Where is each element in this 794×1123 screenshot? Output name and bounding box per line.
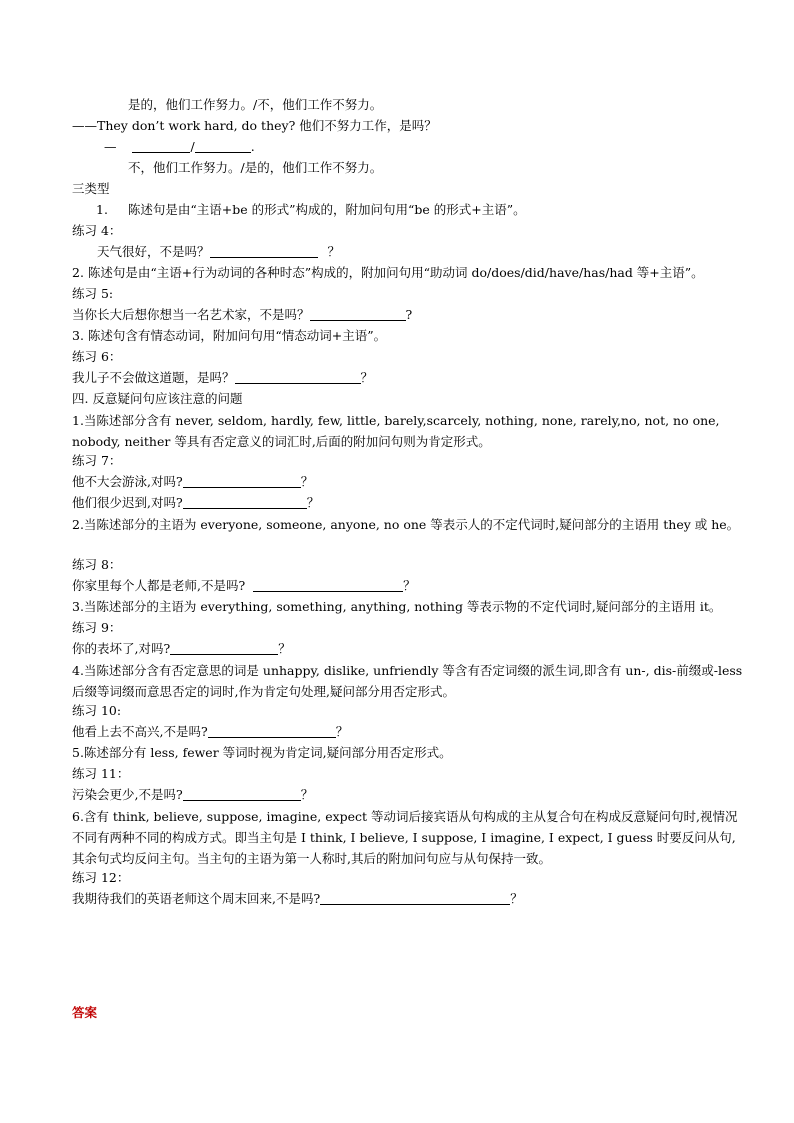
answer-heading: 答案 <box>72 1005 98 1020</box>
question-mark: ？ <box>360 370 374 385</box>
exercise-4-question <box>97 243 744 261</box>
exercise-11-question <box>72 786 744 804</box>
line-answer-options-2: 不，他们工作努力。/是的，他们工作不努力。 <box>128 160 383 175</box>
note-1: 1.当陈述部分含有 never, seldom, hardly, few, little, barely,scarcely, nothing, none, rarely,no, not, no one, nobody, neither 等具有否定意义的词汇时,后面的附加问句则为肯定形式。 <box>72 413 720 449</box>
question-mark: ？ <box>403 578 416 593</box>
question-text: 他看上去不高兴,不是吗? <box>72 724 208 739</box>
question-text: 天气很好，不是吗？ <box>97 244 210 259</box>
question-mark: ？ <box>278 641 291 656</box>
answer-blank[interactable] <box>183 473 301 488</box>
period: . <box>250 139 255 154</box>
answer-blank[interactable] <box>208 723 336 738</box>
exercise-10-question <box>72 723 744 741</box>
answer-blank[interactable] <box>253 577 403 592</box>
section-heading-types: 三类型 <box>72 181 110 196</box>
answer-blank[interactable] <box>183 494 307 509</box>
note-6: 6.含有 think, believe, suppose, imagine, expect 等动词后接宾语从句构成的主从复合句在构成反意疑问句时,视情况不同有两种不同的构成方式。即当主句是 I think, I believe, I suppose, I imagine, I expect, I guess 时要反问从句,其余句式均反问主句。当主句的主语为第一人称时,其后的附加问句应与从句保持一致。 <box>72 809 738 866</box>
note-4: 4.当陈述部分含有否定意思的词是 unhappy, dislike, unfriendly 等含有否定词缀的派生词,即含有 un-, dis-前缀或-less 后缀等词缀而意思否定的词时,作为肯定句处理,疑问部分用否定形式。 <box>72 663 743 699</box>
answer-blank[interactable] <box>210 243 318 258</box>
exercise-9-label: 练习 9： <box>72 620 122 635</box>
exercise-8-label: 练习 8： <box>72 557 122 572</box>
exercise-5-question <box>72 306 744 324</box>
rule-text: 陈述句是由“主语+be 的形式”构成的，附加问句用“be 的形式+主语”。 <box>127 202 526 217</box>
exercise-7-question-1 <box>72 473 744 491</box>
question-mark: ？ <box>335 724 349 739</box>
section-heading-notes: 四. 反意疑问句应该注意的问题 <box>72 391 243 406</box>
answer-blank[interactable] <box>170 640 278 655</box>
exercise-7-question-2 <box>72 494 744 512</box>
exercise-4-label: 练习 4： <box>72 223 122 238</box>
answer-blank[interactable] <box>320 890 510 905</box>
question-mark: ？ <box>300 787 314 802</box>
exercise-12-label: 练习 12： <box>72 870 130 885</box>
exercise-6-label: 练习 6： <box>72 349 122 364</box>
line-example-question: ——They don’t work hard, do they? 他们不努力工作，是吗？ <box>72 118 437 133</box>
note-2: 2.当陈述部分的主语为 everyone, someone, anyone, no one 等表示人的不定代词时,疑问部分的主语用 they 或 he。 <box>72 517 740 532</box>
question-mark: ？ <box>306 495 320 510</box>
question-mark: ? <box>405 307 413 322</box>
exercise-5-label: 练习 5: <box>72 286 114 301</box>
type-rule-3: 3. 陈述句含有情态动词，附加问句用“情态动词+主语”。 <box>72 328 387 343</box>
question-text: 当你长大后想你想当一名艺术家，不是吗？ <box>72 307 310 322</box>
exercise-12-question <box>72 890 744 908</box>
answer-blank-1[interactable] <box>132 138 190 153</box>
question-mark: ？ <box>300 474 314 489</box>
question-text: 我儿子不会做这道题，是吗？ <box>72 370 235 385</box>
note-3: 3.当陈述部分的主语为 everything, something, anything, nothing 等表示物的不定代词时,疑问部分的主语用 it。 <box>72 599 722 614</box>
answer-blank-2[interactable] <box>195 138 251 153</box>
exercise-8-question <box>72 577 744 595</box>
question-text: 我期待我们的英语老师这个周末回来,不是吗? <box>72 891 321 906</box>
line-answer-blanks <box>104 138 744 156</box>
rule-number: 1. <box>96 202 108 217</box>
question-text: 你的表坏了,对吗? <box>72 641 171 656</box>
type-rule-2: 2. 陈述句是由“主语+行为动词的各种时态”构成的，附加问句用“助动词 do/does/did/have/has/had 等+主语”。 <box>72 265 704 280</box>
dash: — <box>104 139 117 154</box>
note-5: 5.陈述部分有 less, fewer 等词时视为肯定词,疑问部分用否定形式。 <box>72 745 452 760</box>
question-text: 你家里每个人都是老师,不是吗? <box>72 578 246 593</box>
question-text: 污染会更少,不是吗? <box>72 787 183 802</box>
exercise-7-label: 练习 7： <box>72 453 122 468</box>
answer-blank[interactable] <box>183 786 301 801</box>
line-answer-options-1: 是的，他们工作努力。/不，他们工作不努力。 <box>128 97 383 112</box>
answer-blank[interactable] <box>235 369 361 384</box>
exercise-6-question <box>72 369 744 387</box>
answer-blank[interactable] <box>310 306 406 321</box>
exercise-11-label: 练习 11： <box>72 766 130 781</box>
question-text: 他不大会游泳,对吗? <box>72 474 183 489</box>
exercise-9-question <box>72 640 744 658</box>
question-mark: ？ <box>327 244 341 259</box>
type-rule-1 <box>96 201 744 219</box>
question-text: 他们很少迟到,对吗? <box>72 495 183 510</box>
slash: / <box>190 139 195 154</box>
question-mark: ？ <box>510 891 523 906</box>
exercise-10-label: 练习 10: <box>72 703 122 718</box>
